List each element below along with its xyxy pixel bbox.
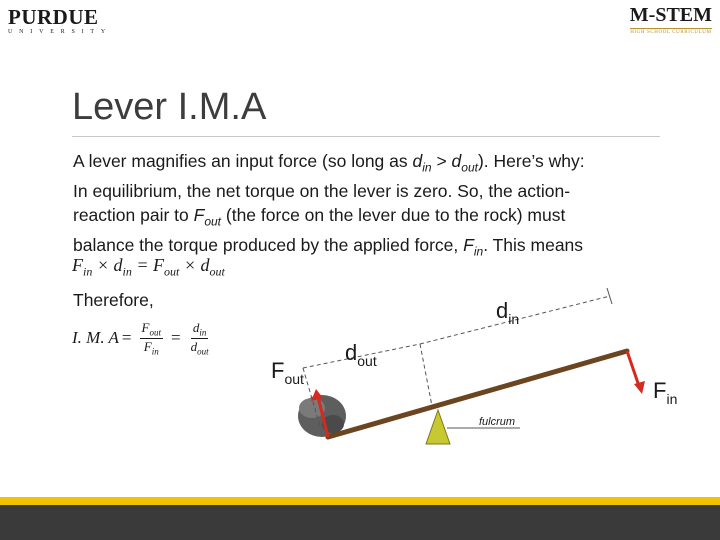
- mstem-logo-sub: HIGH SCHOOL CURRICULUM: [630, 30, 712, 35]
- f-in-arrowhead: [634, 381, 645, 394]
- d-in-label: $d_{in}$: [496, 298, 520, 327]
- equals-sign: =: [121, 328, 132, 348]
- d-in-end-tick: [607, 288, 612, 304]
- distance-ratio-fraction: $\frac{d_{in}}{d_{out}}$: [190, 320, 209, 357]
- slide-title: Lever I.M.A: [72, 86, 267, 128]
- f-in-label: $F_{in}$: [653, 378, 678, 407]
- purdue-logo-sub: UNIVERSITY: [8, 29, 112, 35]
- f-out-label: $F_{out}$: [271, 358, 304, 387]
- force-ratio-fraction: $\frac{F_{out}}{F_{in}}$: [141, 320, 161, 357]
- fulcrum-label: fulcrum: [479, 416, 516, 428]
- torque-equation: $F_{in} \times d_{in} = F_{out} \times d_{out}$: [72, 255, 225, 279]
- footer-dark-bar: [0, 505, 720, 540]
- therefore-text: Therefore,: [73, 290, 154, 310]
- d-out-right-dash: [420, 344, 432, 406]
- ima-label: I. M. A: [72, 328, 119, 348]
- equals-sign-2: =: [170, 328, 181, 348]
- purdue-logo-word: PURDUE: [8, 5, 99, 29]
- d-out-label: $d_{out}$: [345, 340, 377, 369]
- f-in-arrow: [627, 351, 639, 386]
- fulcrum-triangle: [426, 410, 450, 444]
- footer-gold-stripe: [0, 497, 720, 505]
- body-paragraph: A lever magnifies an input force (so long as $d_{in} > d_{out}$). Here’s why: In equilibrium, the net torque on the lever is zero. So, the action- reaction pair to $F_{out}$ (the force on the lever due to the rock) must balance the torque produced by the applied force, $F_{in}$. This means: [73, 151, 585, 258]
- mstem-logo-word: M-STEM: [629, 4, 712, 26]
